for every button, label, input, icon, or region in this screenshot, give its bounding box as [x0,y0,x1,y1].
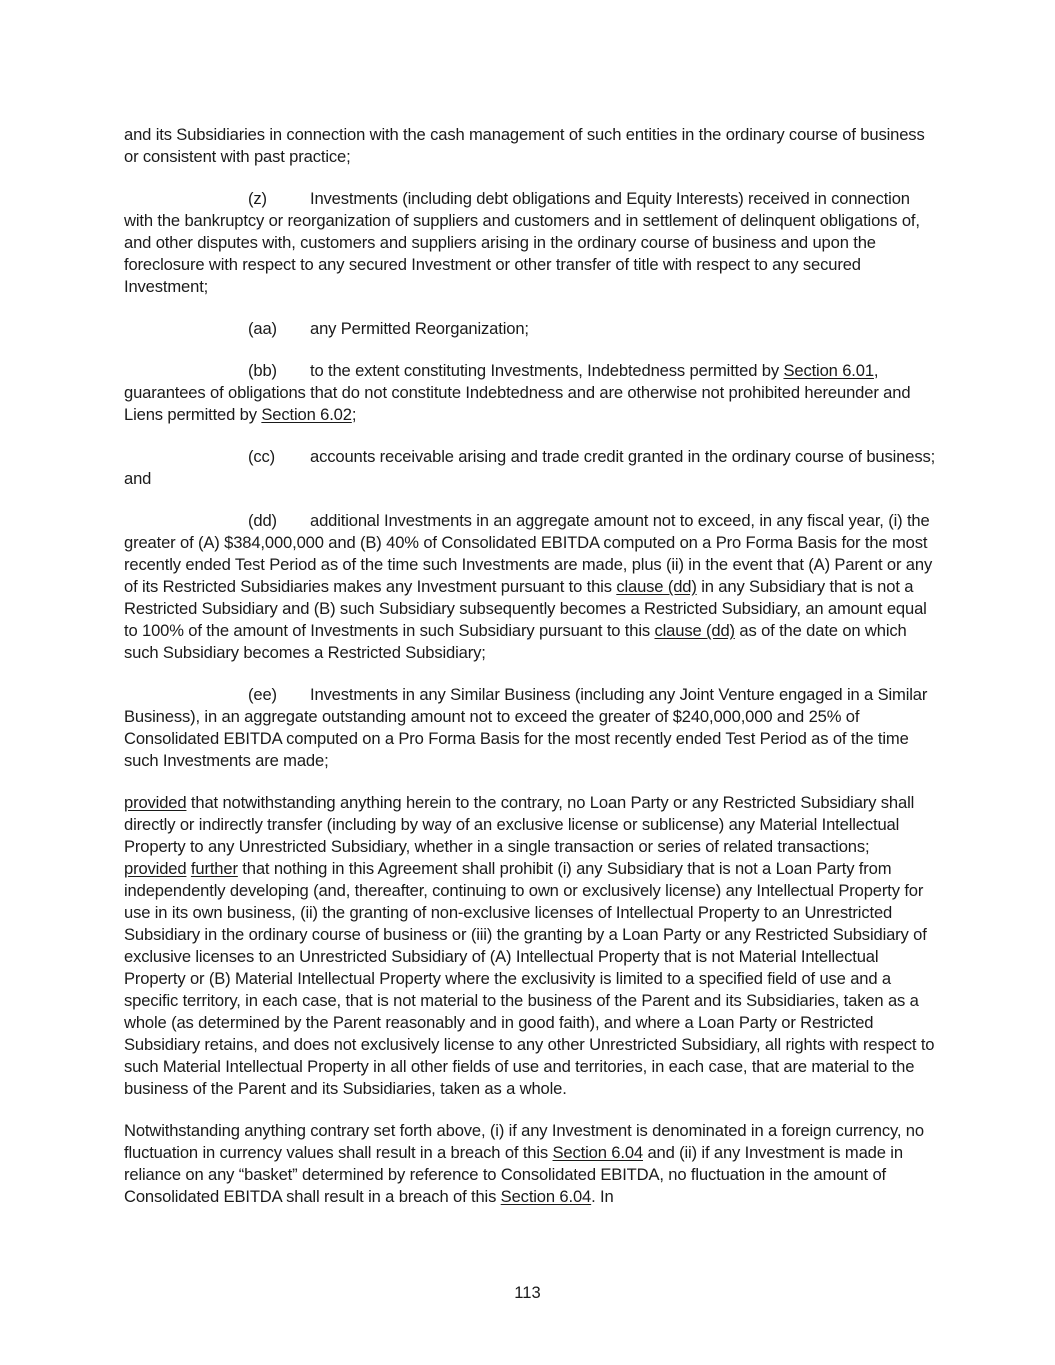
clause-z [124,188,936,298]
clause-label: (dd) [248,511,277,530]
clause-dd [124,510,936,664]
paragraph-continuation [124,124,936,168]
clause-text: to the extent constituting Investments, Indebtedness permitted by [310,361,784,380]
clause-label: (aa) [248,319,277,338]
defined-term: provided [124,793,187,812]
paragraph-text: and its Subsidiaries in connection with the cash management of such entities in the ordinary course of business or consistent with past practice; [124,125,925,166]
clause-label: (z) [248,189,267,208]
section-reference-link: Section 6.02 [261,405,352,424]
paragraph-text: Notwithstanding anything contrary set forth above, (i) if any Investment is denominated in a foreign currency, no fluctuation in currency values shall result in a breach of this [124,1121,924,1162]
clause-text: any Permitted Reorganization; [310,319,529,338]
clause-reference-link: clause (dd) [654,621,735,640]
clause-text: additional Investments in an aggregate amount not to exceed, in any fiscal year, (i) the greater of (A) $384,000,000 and (B) 40% of Consolidated EBITDA computed on a Pro Forma Basis for the most recently ended Test Period as of the time such Investments are made, plus (ii) in the event that (A) Parent or any of its Restricted Subsidiaries makes any Investment pursuant to this [124,511,933,596]
clause-aa [124,318,936,340]
clause-text: in any Subsidiary that is not a Restricted Subsidiary and (B) such Subsidiary subsequently becomes a Restricted Subsidiary, an amount equal to 100% of the amount of Investments in such Subsidiary pursuant to this [124,577,927,640]
clause-label: (cc) [248,447,276,466]
notwithstanding-paragraph [124,1120,936,1208]
clause-ee [124,684,936,772]
paragraph-text: and (ii) if any Investment is made in reliance on any “basket” determined by reference to Consolidated EBITDA, no fluctuation in the amount of Consolidated EBITDA shall result in a breach of this [124,1143,903,1206]
page-number: 113 [514,1283,541,1302]
clause-label: (bb) [248,361,277,380]
clause-text: Investments (including debt obligations and Equity Interests) received in connection with the bankruptcy or reorganization of suppliers and customers and in settlement of delinquent obligations of, and other disputes with, customers and suppliers arising in the ordinary course of business and upon the foreclosure with respect to any secured Investment or other transfer of title with respect to any secured Investment; [124,189,920,296]
clause-text: Investments in any Similar Business (including any Joint Venture engaged in a Similar Business), in an aggregate outstanding amount not to exceed the greater of $240,000,000 and 25% of Consolidated EBITDA computed on a Pro Forma Basis for the most recently ended Test Period as of the time such Investments are made; [124,685,928,770]
proviso-paragraph [124,792,936,1100]
document-page [124,124,936,1228]
clause-bb [124,360,936,426]
defined-term: provided [124,859,187,878]
paragraph-text: that nothing in this Agreement shall prohibit (i) any Subsidiary that is not a Loan Party from independently developing (and, thereafter, continuing to own or exclusively license) any Intellectual Property for use in its own business, (ii) the granting of non-exclusive licenses of Intellectual Property to an Unrestricted Subsidiary in the ordinary course of business or (iii) the granting by a Loan Party or any Restricted Subsidiary of exclusive licenses to an Unrestricted Subsidiary of (A) Intellectual Property that is not Material Intellectual Property or (B) Material Intellectual Property where the exclusivity is limited to a specified field of use and a specific territory, in each case, that is not material to the business of the Parent and its Subsidiaries, taken as a whole (as determined by the Parent reasonably and in good faith), and where a Loan Party or Restricted Subsidiary retains, and does not exclusively license to any other Unrestricted Subsidiary, all rights with respect to such Material Intellectual Property in all other fields of use and territories, in each case, that are material to the business of the Parent and its Subsidiaries, taken as a whole. [124,859,935,1098]
clause-reference-link: clause (dd) [616,577,697,596]
clause-text: as of the date on which such Subsidiary becomes a Restricted Subsidiary; [124,621,907,662]
paragraph-text: that notwithstanding anything herein to the contrary, no Loan Party or any Restricted Subsidiary shall directly or indirectly transfer (including by way of an exclusive license or sublicense) any Material Intellectual Property to any Unrestricted Subsidiary, whether in a single transaction or series of related transactions; [124,793,915,856]
clause-text: , guarantees of obligations that do not constitute Indebtedness and are otherwise not prohibited hereunder and Liens permitted by [124,361,911,424]
clause-label: (ee) [248,685,277,704]
paragraph-text: . In [591,1187,614,1206]
clause-text: accounts receivable arising and trade credit granted in the ordinary course of business; and [124,447,936,488]
section-reference-link: Section 6.01 [783,361,874,380]
defined-term: further [190,859,238,878]
section-reference-link: Section 6.04 [500,1187,592,1206]
clause-text: ; [351,405,357,424]
clause-cc [124,446,936,490]
section-reference-link: Section 6.04 [552,1143,643,1162]
